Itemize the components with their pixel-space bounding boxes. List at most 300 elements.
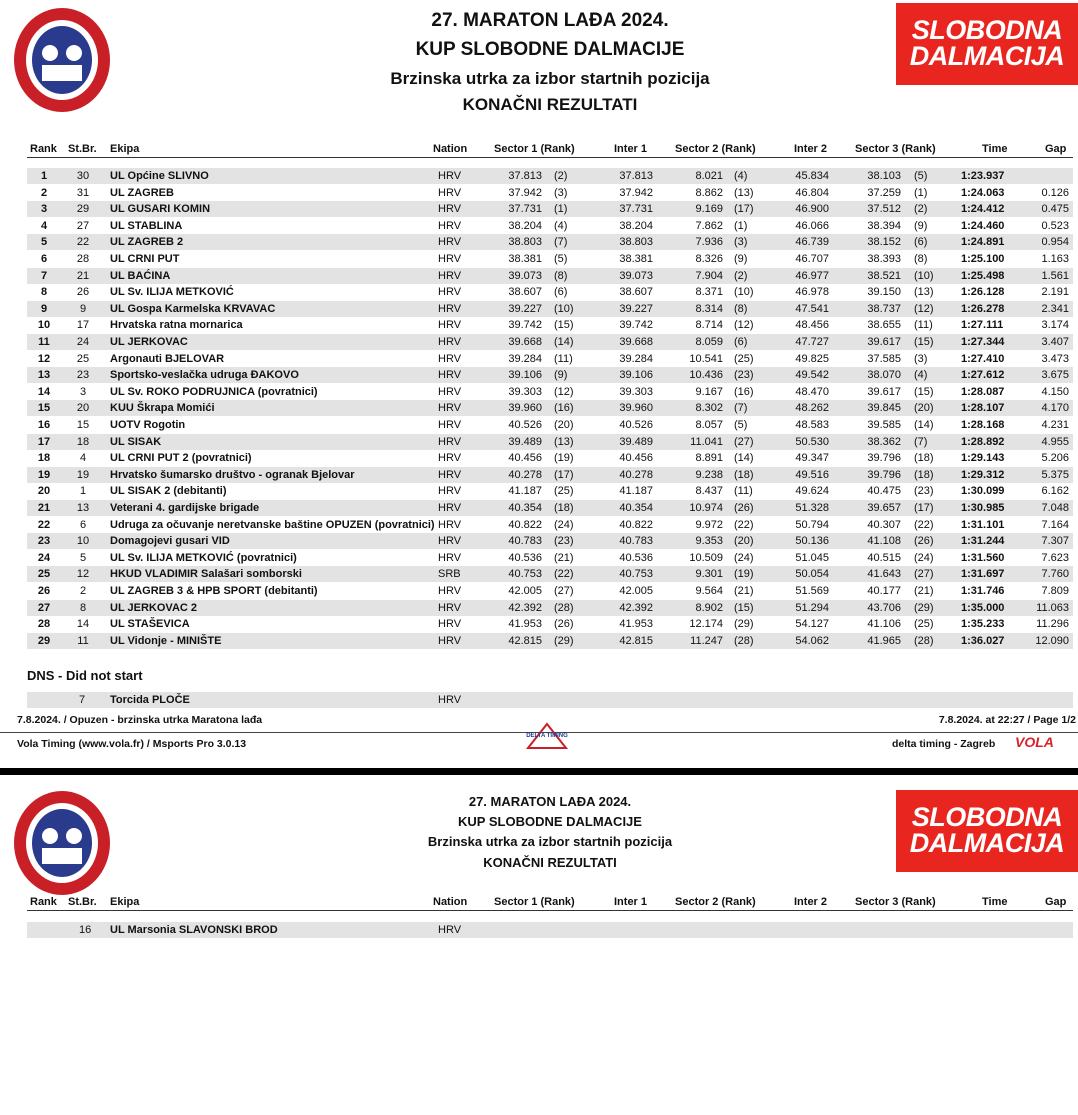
cell-s3r: (15) bbox=[914, 385, 934, 398]
cell-s1: 40.456 bbox=[508, 452, 542, 465]
cell-s3r: (9) bbox=[914, 219, 928, 232]
cell-s2: 9.169 bbox=[695, 203, 723, 216]
cell-i2: 51.569 bbox=[795, 585, 829, 597]
cell-gap: 0.954 bbox=[1041, 236, 1069, 249]
cell-s3: 40.177 bbox=[867, 585, 901, 597]
cell-s1: 40.278 bbox=[508, 468, 542, 481]
cell-s2: 8.314 bbox=[695, 302, 723, 315]
cell-stbr: 8 bbox=[79, 601, 87, 614]
table-row bbox=[27, 500, 1073, 516]
cell-i1: 37.813 bbox=[619, 170, 653, 182]
cell-ekipa: UL BAĆINA bbox=[110, 269, 171, 282]
cell-s3r: (1) bbox=[914, 186, 928, 199]
cell-s1: 39.742 bbox=[508, 319, 542, 332]
cell-s1r: (19) bbox=[554, 452, 574, 465]
cell-s3: 38.362 bbox=[867, 435, 901, 448]
cell-s3: 39.657 bbox=[867, 502, 901, 514]
cell-time: 1:28.892 bbox=[961, 435, 1005, 448]
cell-s3r: (15) bbox=[914, 336, 934, 348]
cell-s1r: (28) bbox=[554, 601, 574, 614]
cell-i1: 39.106 bbox=[619, 369, 653, 382]
table-row bbox=[27, 367, 1073, 383]
cell-s3r: (26) bbox=[914, 535, 934, 548]
cell-s3: 41.965 bbox=[867, 634, 901, 647]
cell-stbr: 25 bbox=[76, 352, 90, 365]
cell-s1r: (12) bbox=[554, 385, 574, 398]
cell-time: 1:28.087 bbox=[961, 385, 1005, 398]
col-sector3: Sector 3 (Rank) bbox=[855, 143, 936, 155]
col-sector2: Sector 2 (Rank) bbox=[675, 896, 756, 908]
cell-stbr: 4 bbox=[79, 452, 87, 465]
cell-stbr: 27 bbox=[76, 219, 90, 232]
cell-ekipa: UL JERKOVAC bbox=[110, 336, 188, 348]
cell-nation: HRV bbox=[438, 203, 462, 216]
table-row bbox=[27, 467, 1073, 483]
cell-i1: 40.354 bbox=[619, 502, 653, 514]
cell-i1: 37.942 bbox=[619, 186, 653, 199]
cell-s3: 38.152 bbox=[867, 236, 901, 249]
cell-gap: 3.675 bbox=[1041, 369, 1069, 382]
cell-ekipa: Argonauti BJELOVAR bbox=[110, 352, 225, 365]
cell-s3: 38.070 bbox=[867, 369, 901, 382]
cell-s2: 8.437 bbox=[695, 485, 723, 498]
cell-time: 1:26.278 bbox=[961, 302, 1005, 315]
cell-s1: 40.526 bbox=[508, 419, 542, 431]
table-row bbox=[27, 201, 1073, 217]
cell-rank: 1 bbox=[40, 170, 48, 182]
cell-time: 1:24.460 bbox=[961, 219, 1005, 232]
col-sector2: Sector 2 (Rank) bbox=[675, 143, 756, 155]
cell-time: 1:35.233 bbox=[961, 618, 1005, 631]
cell-s2: 8.057 bbox=[695, 419, 723, 431]
cell-time: 1:30.985 bbox=[961, 502, 1005, 514]
table-row bbox=[27, 550, 1073, 566]
cell-s2: 9.353 bbox=[695, 535, 723, 548]
cell-i1: 38.607 bbox=[619, 286, 653, 299]
cell-i2: 54.062 bbox=[795, 634, 829, 647]
cell-s2: 8.371 bbox=[695, 286, 723, 299]
cell-rank: 22 bbox=[37, 518, 51, 531]
cell-time: 1:31.101 bbox=[961, 518, 1005, 531]
cell-nation: HRV bbox=[438, 352, 462, 365]
cell-gap: 1.163 bbox=[1041, 253, 1069, 265]
cell-rank: 14 bbox=[37, 385, 51, 398]
cell-s1r: (23) bbox=[554, 535, 574, 548]
cup-title: KUP SLOBODNE DALMACIJE bbox=[458, 814, 642, 829]
cell-s2r: (27) bbox=[734, 435, 754, 448]
cell-stbr: 17 bbox=[76, 319, 90, 332]
col-time: Time bbox=[982, 143, 1008, 155]
cup-title: KUP SLOBODNE DALMACIJE bbox=[415, 39, 685, 60]
col-nation: Nation bbox=[433, 896, 468, 908]
cell-s2r: (19) bbox=[734, 568, 754, 581]
slobodna-dalmacija-logo: SLOBODNA DALMACIJA bbox=[896, 3, 1078, 85]
col-inter1: Inter 1 bbox=[614, 143, 648, 155]
cell-gap: 11.063 bbox=[1036, 601, 1069, 614]
cell-s3r: (3) bbox=[914, 352, 928, 365]
cell-ekipa: KUU Škrapa Momići bbox=[110, 402, 215, 415]
cell-rank: 19 bbox=[37, 468, 51, 481]
cell-s1r: (4) bbox=[554, 219, 568, 232]
cell-stbr: 30 bbox=[76, 170, 90, 182]
cell-i1: 39.227 bbox=[619, 302, 653, 315]
cell-s3: 37.259 bbox=[867, 186, 901, 199]
cell-i1: 39.284 bbox=[619, 352, 653, 365]
cell-i2: 48.470 bbox=[795, 385, 829, 398]
cell-s2r: (4) bbox=[734, 170, 748, 182]
cell-ekipa: UL CRNI PUT 2 (povratnici) bbox=[110, 452, 252, 465]
cell-s3: 39.796 bbox=[867, 452, 901, 465]
cell-time: 1:36.027 bbox=[961, 634, 1005, 647]
cell-s1: 37.942 bbox=[508, 186, 542, 199]
cell-s2: 10.541 bbox=[689, 352, 723, 365]
cell-nation: HRV bbox=[438, 518, 462, 531]
cell-i1: 37.731 bbox=[619, 203, 653, 216]
cell-gap: 4.170 bbox=[1041, 402, 1069, 415]
cell-time: 1:29.143 bbox=[961, 452, 1005, 465]
cell-s2r: (15) bbox=[734, 601, 754, 614]
cell-stbr: 18 bbox=[76, 435, 90, 448]
cell-ekipa: HKUD VLADIMIR Salašari somborski bbox=[110, 568, 302, 581]
cell-ekipa: UL Općine SLIVNO bbox=[110, 170, 209, 182]
cell-i1: 40.822 bbox=[619, 518, 653, 531]
cell-i1: 41.953 bbox=[619, 618, 653, 631]
cell-rank: 8 bbox=[40, 286, 48, 299]
cell-rank: 24 bbox=[37, 551, 51, 564]
cell-s1r: (24) bbox=[554, 518, 574, 531]
table-row bbox=[27, 251, 1073, 267]
table-row bbox=[27, 566, 1073, 582]
cell-rank: 6 bbox=[40, 253, 48, 265]
cell-ekipa: UL JERKOVAC 2 bbox=[110, 601, 198, 614]
cell-s3r: (12) bbox=[914, 302, 934, 315]
cell-i2: 50.136 bbox=[795, 535, 829, 548]
cell-time: 1:31.746 bbox=[961, 585, 1005, 597]
cell-s3: 37.512 bbox=[867, 203, 901, 216]
table-row bbox=[27, 351, 1073, 367]
cell-gap: 12.090 bbox=[1035, 634, 1069, 647]
cell-s1r: (9) bbox=[554, 369, 568, 382]
cell-rank: 12 bbox=[37, 352, 51, 365]
cell-s1: 40.354 bbox=[508, 502, 542, 514]
cell-s3r: (4) bbox=[914, 369, 928, 382]
cell-ekipa: UOTV Rogotin bbox=[110, 419, 186, 431]
cell-i1: 39.742 bbox=[619, 319, 653, 332]
cell-stbr: 21 bbox=[76, 269, 90, 282]
cell-gap: 3.174 bbox=[1041, 319, 1069, 332]
table-row bbox=[27, 417, 1073, 433]
cell-s3: 39.617 bbox=[867, 385, 901, 398]
table-row bbox=[27, 517, 1073, 533]
cell-s1r: (7) bbox=[554, 236, 568, 249]
table-row bbox=[27, 616, 1073, 632]
cell-stbr: 20 bbox=[76, 402, 90, 415]
cell-s2: 9.564 bbox=[695, 585, 723, 597]
cell-s1r: (29) bbox=[554, 634, 574, 647]
cell-rank: 13 bbox=[37, 369, 51, 382]
cell-s2: 7.936 bbox=[695, 236, 723, 249]
cell-rank: 18 bbox=[37, 452, 51, 465]
cell-s1: 40.783 bbox=[508, 535, 542, 548]
cell-s2: 10.974 bbox=[689, 502, 723, 514]
cell-ekipa: Hrvatsko šumarsko društvo - ogranak Bjelovar bbox=[110, 468, 355, 481]
table-row bbox=[27, 600, 1073, 616]
col-rank: Rank bbox=[30, 143, 57, 155]
cell-s1r: (6) bbox=[554, 286, 568, 299]
cell-s1: 41.953 bbox=[508, 618, 542, 631]
cell-i1: 40.536 bbox=[619, 551, 653, 564]
cell-s1r: (15) bbox=[554, 319, 574, 332]
cell-s1r: (8) bbox=[554, 269, 568, 282]
table-row bbox=[27, 334, 1073, 350]
cell-rank: 9 bbox=[40, 302, 48, 315]
cell-s3: 39.585 bbox=[867, 419, 901, 431]
cell-s1r: (5) bbox=[554, 253, 568, 265]
cell-s3: 38.655 bbox=[867, 319, 901, 332]
delta-timing-logo: DELTA TIMING bbox=[526, 722, 568, 750]
cell-nation: HRV bbox=[438, 336, 462, 348]
cell-rank: 7 bbox=[40, 269, 48, 282]
cell-s3: 39.150 bbox=[867, 286, 901, 299]
cell-i2: 49.542 bbox=[795, 369, 829, 382]
table-row bbox=[27, 301, 1073, 317]
cell-i2: 50.054 bbox=[795, 568, 829, 581]
cell-gap: 2.191 bbox=[1041, 286, 1069, 299]
col-sector1: Sector 1 (Rank) bbox=[494, 896, 575, 908]
cell-s1: 39.668 bbox=[508, 336, 542, 348]
cell-stbr: 26 bbox=[76, 286, 90, 299]
cell-stbr: 24 bbox=[76, 336, 90, 348]
cell-s3r: (18) bbox=[914, 468, 934, 481]
cell-i2: 45.834 bbox=[795, 170, 829, 182]
table-row bbox=[27, 583, 1073, 599]
table-row bbox=[27, 168, 1073, 184]
col-sector1: Sector 1 (Rank) bbox=[494, 143, 575, 155]
cell-nation: HRV bbox=[438, 186, 462, 199]
cell-s2r: (8) bbox=[734, 302, 748, 315]
cell-nation: SRB bbox=[438, 568, 461, 581]
cell-nation: HRV bbox=[438, 419, 462, 431]
cell-s2r: (1) bbox=[734, 219, 748, 232]
dns-section-title: DNS - Did not start bbox=[27, 668, 143, 683]
cell-rank: 5 bbox=[40, 236, 48, 249]
cell-rank: 10 bbox=[37, 319, 51, 332]
event-title: 27. MARATON LAĐA 2024. bbox=[468, 794, 632, 809]
cell-s2r: (3) bbox=[734, 236, 748, 249]
cell-nation: HRV bbox=[438, 618, 462, 631]
cell-i2: 46.804 bbox=[795, 186, 829, 199]
cell-rank: 17 bbox=[37, 435, 51, 448]
cell-s2: 10.509 bbox=[689, 551, 723, 564]
cell-s2: 9.238 bbox=[695, 468, 723, 481]
cell-time: 1:27.410 bbox=[961, 352, 1005, 365]
cell-time: 1:24.063 bbox=[961, 186, 1005, 199]
cell-s3: 38.394 bbox=[867, 219, 901, 232]
cell-stbr: 9 bbox=[79, 302, 87, 315]
cell-s1: 38.381 bbox=[508, 253, 542, 265]
cell-nation: HRV bbox=[438, 485, 462, 498]
cell-nation: HRV bbox=[438, 634, 462, 647]
cell-nation: HRV bbox=[438, 319, 462, 332]
cell-i1: 39.073 bbox=[619, 269, 653, 282]
cell-time: 1:28.168 bbox=[961, 419, 1005, 431]
cell-s2: 11.041 bbox=[690, 435, 723, 448]
cell-s3: 39.617 bbox=[867, 336, 901, 348]
table-row bbox=[27, 434, 1073, 450]
cell-s1: 39.284 bbox=[508, 352, 542, 365]
col-ekipa: Ekipa bbox=[110, 896, 140, 908]
cell-stbr: 28 bbox=[76, 253, 90, 265]
cell-s1r: (3) bbox=[554, 186, 568, 199]
results-heading: KONAČNI REZULTATI bbox=[483, 855, 617, 870]
cell-nation: HRV bbox=[438, 435, 462, 448]
cell-stbr: 6 bbox=[79, 518, 87, 531]
cell-time: 1:35.000 bbox=[961, 601, 1005, 614]
cell-time: 1:27.344 bbox=[961, 336, 1005, 348]
cell-s2r: (13) bbox=[734, 186, 754, 199]
cell-s3: 38.737 bbox=[867, 302, 901, 315]
cell-ekipa: Veterani 4. gardijske brigade bbox=[110, 502, 260, 514]
cell-s2r: (10) bbox=[734, 286, 754, 299]
cell-s3r: (18) bbox=[914, 452, 934, 465]
cell-s1r: (1) bbox=[554, 203, 568, 216]
col-gap: Gap bbox=[1045, 896, 1067, 908]
cell-gap: 4.150 bbox=[1041, 385, 1069, 398]
cell-s1r: (11) bbox=[554, 352, 573, 365]
udruga-ladara-neretve-seal-logo bbox=[12, 788, 112, 898]
cell-gap: 3.407 bbox=[1041, 336, 1069, 348]
cell-nation: HRV bbox=[438, 452, 462, 465]
cell-rank: 25 bbox=[37, 568, 51, 581]
cell-s1r: (27) bbox=[554, 585, 574, 597]
footer-print-info: 7.8.2024. at 22:27 / Page 1/2 bbox=[938, 714, 1076, 726]
cell-i2: 46.900 bbox=[795, 203, 829, 216]
cell-s1: 39.960 bbox=[508, 402, 542, 415]
cell-s2: 8.021 bbox=[695, 170, 723, 182]
cell-nation: HRV bbox=[438, 253, 462, 265]
cell-s1: 40.822 bbox=[508, 518, 542, 531]
cell-i2: 48.262 bbox=[795, 402, 829, 415]
table-header bbox=[27, 894, 1073, 911]
cell-ekipa: Sportsko-veslačka udruga ĐAKOVO bbox=[110, 369, 299, 382]
cell-s3r: (28) bbox=[914, 634, 934, 647]
cell-rank: 16 bbox=[37, 419, 51, 431]
table-row bbox=[27, 284, 1073, 300]
cell-i1: 39.668 bbox=[619, 336, 653, 348]
cell-stbr: 19 bbox=[76, 468, 90, 481]
cell-s3: 37.585 bbox=[867, 352, 901, 365]
cell-s2r: (2) bbox=[734, 269, 748, 282]
cell-s2: 8.326 bbox=[695, 253, 723, 265]
cell-i1: 40.456 bbox=[619, 452, 653, 465]
cell-time: 1:27.612 bbox=[961, 369, 1005, 382]
cell-rank: 11 bbox=[38, 336, 50, 348]
cell-stbr: 11 bbox=[77, 634, 89, 647]
cell-i2: 46.978 bbox=[795, 286, 829, 299]
cell-s2r: (11) bbox=[734, 485, 753, 498]
cell-i1: 41.187 bbox=[619, 485, 653, 498]
cell-ekipa: UL Sv. ILIJA METKOVIĆ (povratnici) bbox=[110, 551, 297, 564]
race-subtitle: Brzinska utrka za izbor startnih pozicija bbox=[427, 834, 673, 849]
cell-s3: 38.103 bbox=[867, 170, 901, 182]
cell-stbr: 13 bbox=[76, 502, 90, 514]
cell-gap: 4.231 bbox=[1041, 419, 1069, 431]
cell-i1: 40.783 bbox=[619, 535, 653, 548]
cell-i1: 42.815 bbox=[619, 634, 653, 647]
cell-ekipa: UL SISAK 2 (debitanti) bbox=[110, 485, 227, 498]
cell-rank: 15 bbox=[37, 402, 51, 415]
cell-s2: 7.904 bbox=[695, 269, 723, 282]
cell-s2r: (20) bbox=[734, 535, 754, 548]
cell-rank: 2 bbox=[40, 186, 48, 199]
cell-s2r: (12) bbox=[734, 319, 754, 332]
cell-rank: 20 bbox=[37, 485, 51, 498]
cell-s3r: (22) bbox=[914, 518, 934, 531]
cell-i1: 42.005 bbox=[619, 585, 653, 597]
cell-rank: 28 bbox=[37, 618, 51, 631]
cell-i2: 54.127 bbox=[795, 618, 829, 631]
cell-s2: 12.174 bbox=[689, 618, 723, 631]
cell-nation: HRV bbox=[438, 502, 462, 514]
table-row bbox=[27, 317, 1073, 333]
cell-s3: 39.845 bbox=[867, 402, 901, 415]
cell-s1: 40.753 bbox=[508, 568, 542, 581]
cell-ekipa: UL STAŠEVICA bbox=[110, 618, 190, 631]
cell-s1r: (2) bbox=[554, 170, 568, 182]
udruga-ladara-neretve-seal-logo bbox=[12, 5, 112, 115]
cell-s3: 41.643 bbox=[867, 568, 901, 581]
cell-s3r: (13) bbox=[914, 286, 934, 299]
cell-s3: 39.796 bbox=[867, 468, 901, 481]
dns-row: 7 Torcida PLOČE HRV bbox=[27, 692, 1073, 708]
cell-nation: HRV bbox=[438, 286, 462, 299]
cell-time: 1:31.697 bbox=[961, 568, 1005, 581]
results-heading: KONAČNI REZULTATI bbox=[462, 95, 638, 114]
cell-time: 1:31.560 bbox=[961, 551, 1005, 564]
cell-s3: 40.515 bbox=[867, 551, 901, 564]
cell-s3r: (23) bbox=[914, 485, 934, 498]
cell-i1: 38.381 bbox=[619, 253, 653, 265]
cell-s2: 7.862 bbox=[695, 219, 723, 232]
cell-s3: 40.475 bbox=[867, 485, 901, 498]
cell-nation: HRV bbox=[438, 535, 462, 548]
cell-time: 1:25.498 bbox=[961, 269, 1005, 282]
col-stbr: St.Br. bbox=[68, 896, 97, 908]
col-inter1: Inter 1 bbox=[614, 896, 648, 908]
cell-s3: 43.706 bbox=[867, 601, 901, 614]
cell-stbr: 14 bbox=[76, 618, 90, 631]
cell-gap: 3.473 bbox=[1041, 352, 1069, 365]
cell-gap: 4.955 bbox=[1041, 435, 1069, 448]
cell-gap: 5.375 bbox=[1041, 468, 1069, 481]
cell-s2r: (29) bbox=[734, 618, 754, 631]
cell-i2: 46.739 bbox=[795, 236, 829, 249]
cell-s2: 8.862 bbox=[695, 186, 723, 199]
cell-i2: 49.516 bbox=[795, 468, 829, 481]
cell-nation: HRV bbox=[438, 601, 462, 614]
table-row bbox=[27, 400, 1073, 416]
cell-i2: 50.530 bbox=[795, 435, 829, 448]
cell-gap: 2.341 bbox=[1041, 302, 1069, 315]
cell-stbr: 10 bbox=[76, 535, 90, 548]
cell-gap: 0.126 bbox=[1041, 186, 1069, 199]
cell-i1: 39.303 bbox=[619, 385, 653, 398]
event-title: 27. MARATON LAĐA 2024. bbox=[431, 10, 669, 31]
cell-i2: 51.045 bbox=[795, 551, 829, 564]
page-separator bbox=[0, 768, 1078, 775]
cell-s2: 10.436 bbox=[689, 369, 723, 382]
cell-time: 1:29.312 bbox=[961, 468, 1005, 481]
